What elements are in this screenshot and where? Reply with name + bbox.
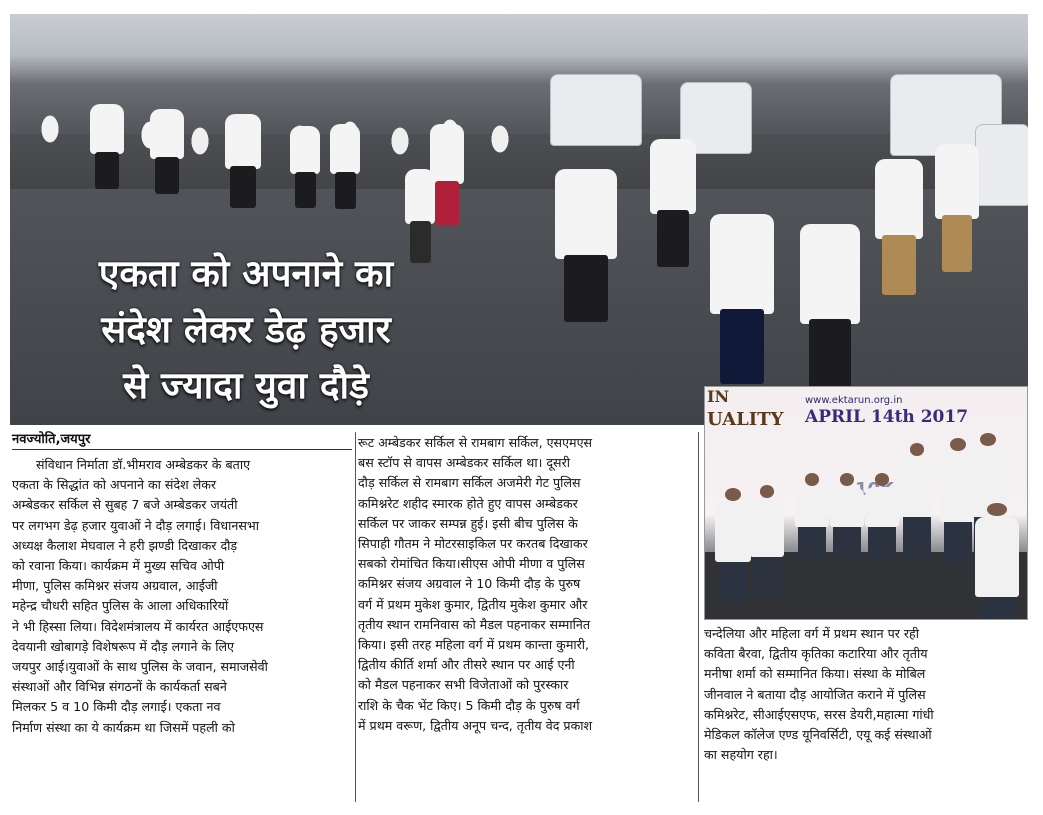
runner — [90, 104, 124, 154]
article-paragraph — [704, 624, 1026, 765]
headline — [36, 246, 456, 414]
text-line: कमिश्नर संजय अग्रवाल ने 10 किमी दौड़ के पुरुष — [358, 576, 581, 592]
person — [715, 502, 751, 562]
text-line: जीनवाल ने बताया दौड़ आयोजित कराने में पुलिस — [704, 686, 926, 702]
banner-date-text: APRIL 14th 2017 — [805, 407, 969, 427]
runner — [225, 114, 261, 169]
text-line: दौड़ सर्किल से रामबाग सर्किल अजमेरी गेट पुलिस — [358, 475, 581, 491]
article-column-1 — [12, 455, 352, 738]
text-line: सबको रोमांचित किया।सीएस ओपी मीणा व पुलिस — [358, 556, 585, 572]
person — [830, 487, 864, 527]
headline-line: से ज्यादा युवा दौड़े — [123, 364, 369, 407]
byline: नवज्योति,जयपुर — [12, 429, 352, 450]
person — [900, 457, 934, 517]
text-line: को रवाना किया। कार्यक्रम में मुख्य सचिव ओपी — [12, 558, 225, 574]
person — [975, 517, 1019, 597]
text-line: संस्थाओं और विभिन्न संगठनों के कार्यकर्ता सबने — [12, 679, 227, 695]
text-line: सर्किल पर जाकर सम्पन्न हुई। इसी बीच पुलिस के — [358, 515, 578, 531]
text-line: मनीषा शर्मा को सम्मानित किया। संस्था के मोबिल — [704, 666, 926, 682]
runner — [555, 169, 617, 259]
runner — [875, 159, 923, 239]
text-line: देवयानी खोबागड़े विशेषरूप में दौड़ लगाने के लिए — [12, 638, 234, 654]
text-line: का सहयोग रहा। — [704, 747, 778, 763]
article-column-2 — [358, 433, 680, 736]
headline-line: एकता को अपनाने का — [98, 252, 394, 295]
main-photo-run-crowd — [10, 14, 1028, 425]
police-vehicle — [550, 74, 642, 146]
runner — [290, 126, 320, 174]
column-rule — [698, 432, 699, 802]
text-line: राशि के चैक भेंट किए। 5 किमी दौड़ के पुरुष वर्ग — [358, 697, 580, 713]
text-line: बस स्टॉप से वापस अम्बेडकर सर्किल था। दूसरी — [358, 455, 570, 471]
runner — [330, 124, 360, 174]
text-line: सिपाही गौतम ने मोटरसाइकिल पर करतब दिखाकर — [358, 536, 588, 552]
text-line: तृतीय स्थान रामनिवास को मैडल पहनाकर सम्मानित — [358, 616, 591, 632]
text-line: पर लगभग डेढ़ हजार युवाओं ने दौड़ लगाई। विधानसभा — [12, 517, 260, 533]
banner-url-text: www.ektarun.org.in — [805, 395, 903, 406]
text-line: चन्देलिया और महिला वर्ग में प्रथम स्थान पर रही — [704, 626, 919, 641]
text-line: रूट अम्बेडकर सर्किल से रामबाग सर्किल, एसएमएस — [358, 435, 593, 450]
person — [795, 487, 829, 527]
article-paragraph — [12, 455, 352, 738]
text-line: संविधान निर्माता डॉ.भीमराव अम्बेडकर के बताए — [36, 457, 251, 472]
text-line: ने भी हिस्सा लिया। विदेशमंत्रालय में कार्यरत आईएफएस — [12, 618, 264, 634]
banner-word-text: UALITY — [707, 409, 784, 430]
text-line: अध्यक्ष कैलाश मेघवाल ने हरी झण्डी दिखाकर दौड़ — [12, 537, 238, 553]
article-paragraph — [358, 433, 680, 736]
column-rule — [355, 432, 356, 802]
inset-photo-stage — [704, 386, 1028, 620]
text-line: मेडिकल कॉलेज एण्ड यूनिवर्सिटी, एयू कई संस्थाओं — [704, 727, 932, 743]
runner — [800, 224, 860, 324]
car — [975, 124, 1028, 206]
text-line: किया। इसी तरह महिला वर्ग में प्रथम कान्ता कुमारी, — [358, 637, 590, 653]
text-line: कमिश्नरेट शहीद स्मारक होते हुए वापस अम्बेडकर — [358, 495, 578, 511]
runner — [150, 109, 184, 159]
text-line: मिलकर 5 व 10 किमी दौड़ लगाई। एकता नव — [12, 699, 221, 715]
text-line: एकता के सिद्धांत को अपनाने का संदेश लेकर — [12, 477, 217, 493]
headline-line: संदेश लेकर डेढ़ हजार — [101, 308, 391, 351]
runner — [650, 139, 696, 214]
runner — [430, 124, 464, 184]
text-line: वर्ग में प्रथम मुकेश कुमार, द्वितीय मुकेश कुमार और — [358, 596, 588, 612]
text-line: कविता बैरवा, द्वितीय कृतिका कटारिया और तृतीय — [704, 646, 928, 662]
runner — [710, 214, 774, 314]
text-line: जयपुर आई।युवाओं के साथ पुलिस के जवान, समाजसेवी — [12, 659, 268, 675]
text-line: मीणा, पुलिस कमिश्नर संजय अग्रवाल, आईजी — [12, 578, 218, 594]
runner — [935, 144, 979, 219]
text-line: महेन्द्र चौधरी सहित पुलिस के आला अधिकारियों — [12, 598, 229, 614]
banner-lead-text: IN — [707, 387, 730, 406]
text-line: निर्माण संस्था का ये कार्यक्रम था जिसमें पहली को — [12, 719, 235, 735]
person — [865, 487, 899, 527]
person — [750, 499, 784, 557]
article-column-3 — [704, 624, 1026, 765]
text-line: द्वितीय कीर्ति शर्मा और तीसरे स्थान पर आई एनी — [358, 657, 575, 673]
text-line: को मैडल पहनाकर सभी विजेताओं को पुरस्कार — [358, 677, 569, 693]
text-line: अम्बेडकर सर्किल से सुबह 7 बजे अम्बेडकर जयंती — [12, 497, 238, 513]
text-line: में प्रथम वरूण, द्वितीय अनूप चन्द, तृतीय वेद प्रकाश — [358, 717, 593, 733]
text-line: कमिश्नरेट, सीआईएसएफ, सरस डेयरी,महात्मा गांधी — [704, 706, 934, 722]
